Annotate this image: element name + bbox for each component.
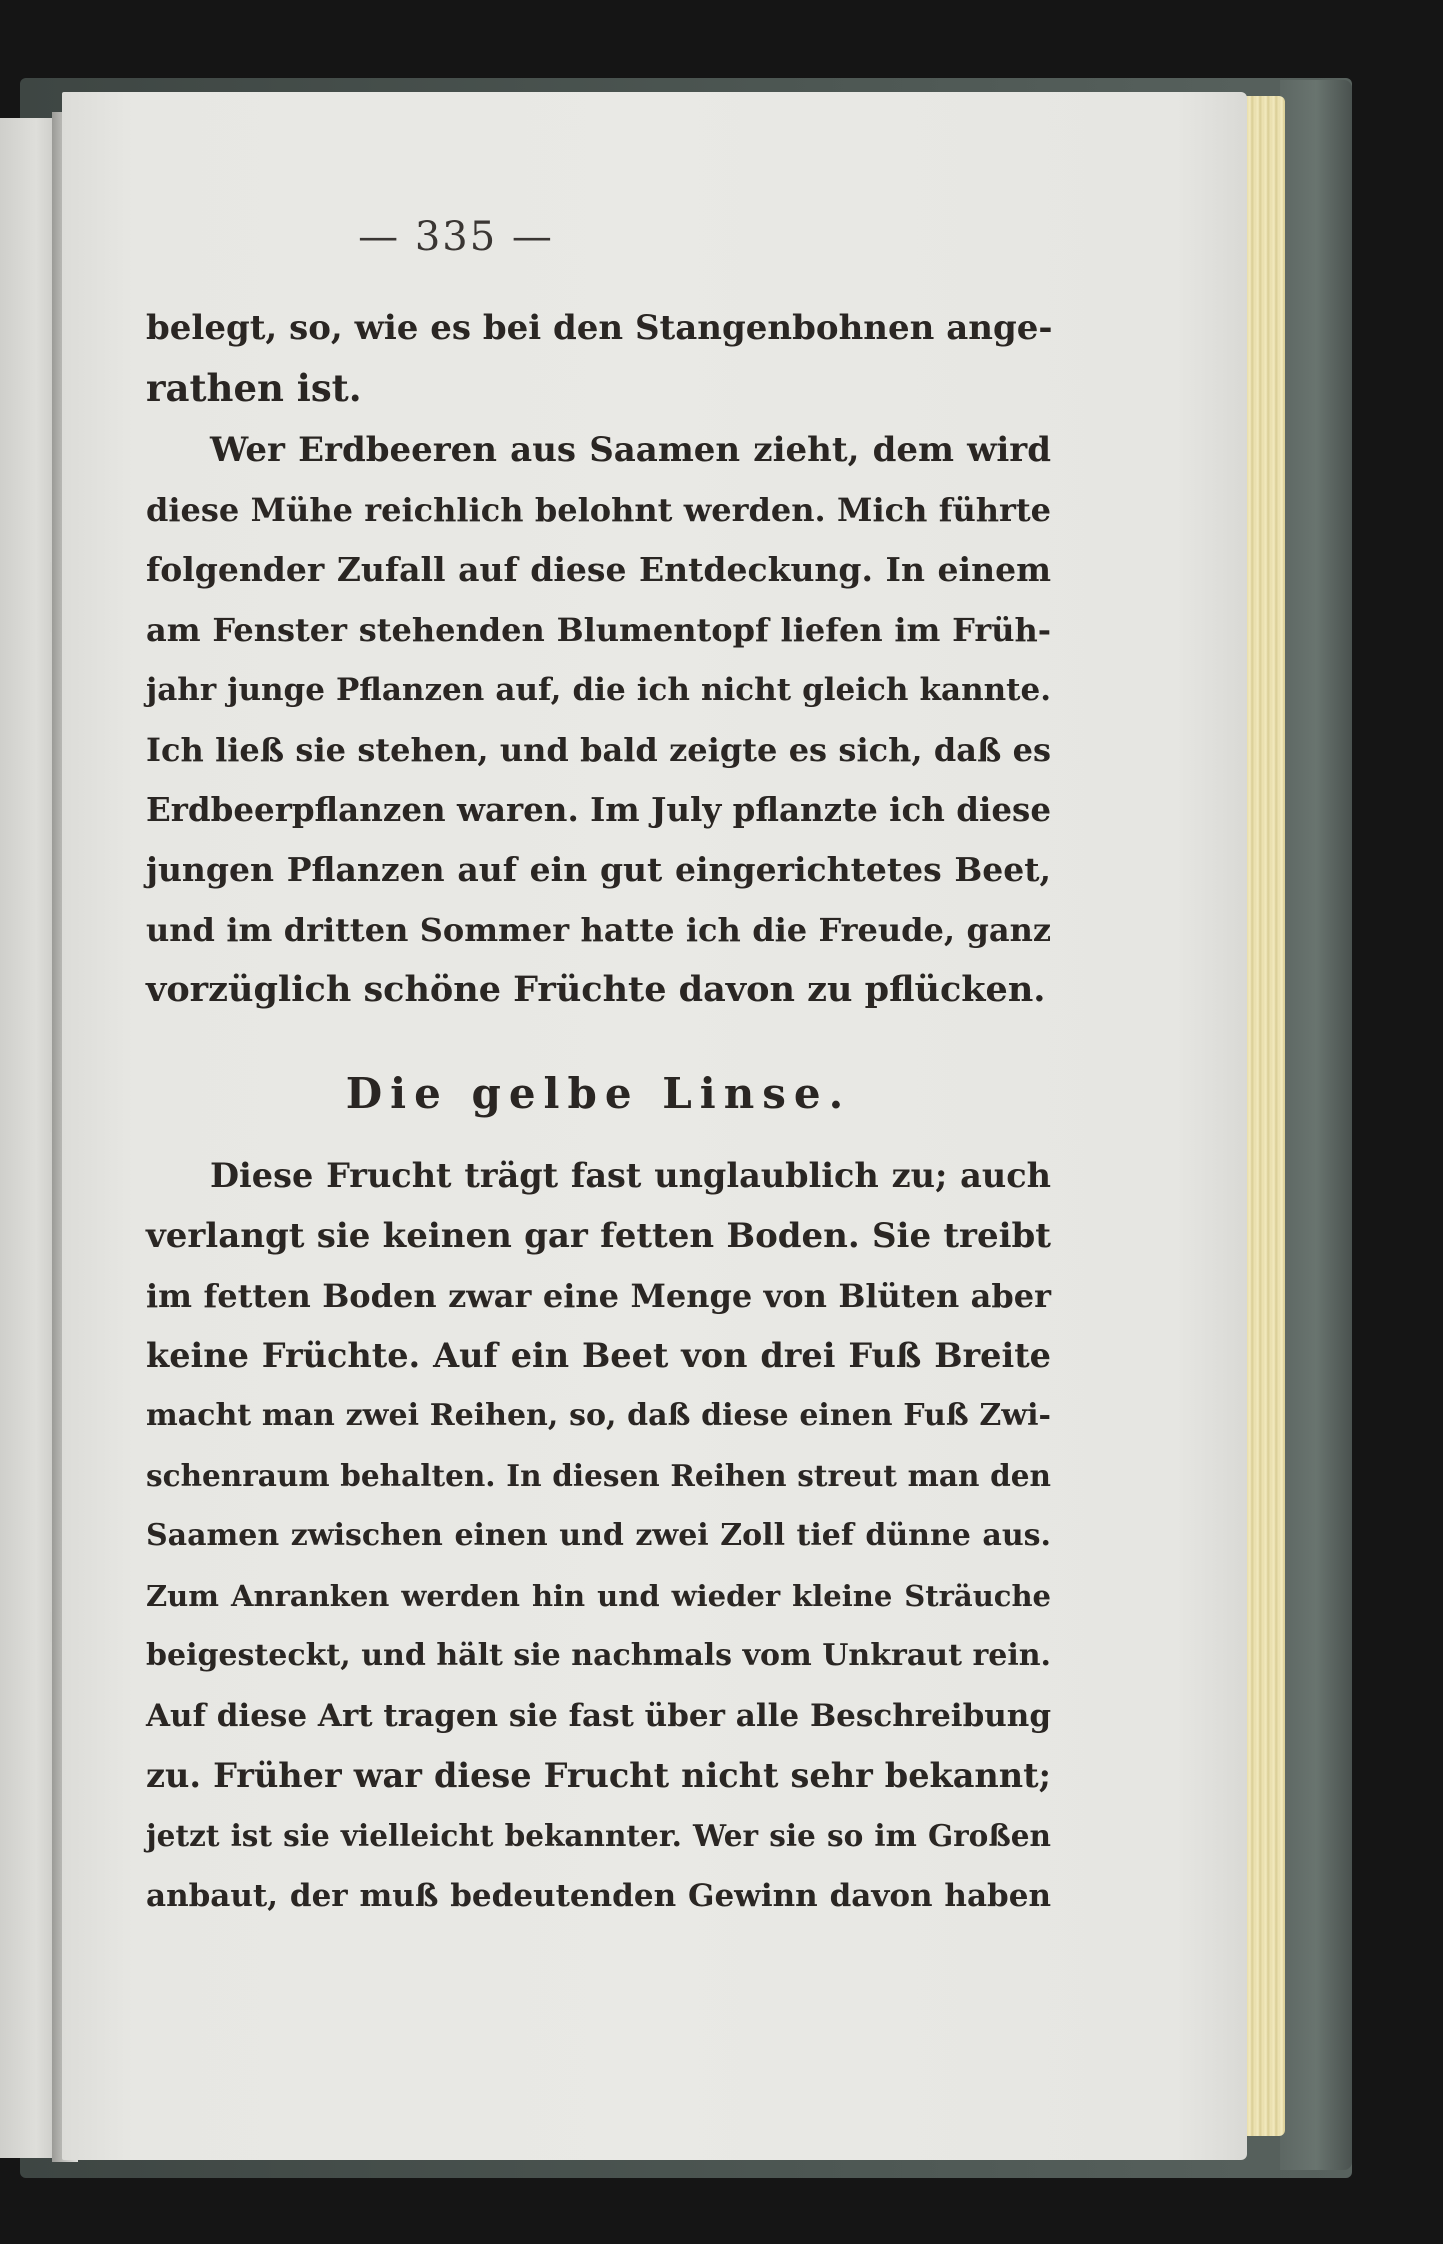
left-facing-page <box>0 118 60 2158</box>
text-line: Ich ließ sie stehen, und bald zeigte es sich, daß es <box>146 731 1051 769</box>
text-line: jahr junge Pflanzen auf, die ich nicht gleich kannte. <box>146 672 1051 708</box>
text-line: Saamen zwischen einen und zwei Zoll tief dünne aus. <box>146 1518 1051 1553</box>
text-line: diese Mühe reichlich belohnt werden. Mich führte <box>146 491 1051 529</box>
text-line: Diese Frucht trägt fast unglaublich zu; auch <box>210 1156 1051 1195</box>
text-line: im fetten Boden zwar eine Menge von Blüten aber <box>146 1277 1051 1315</box>
text-line: Auf diese Art tragen sie fast über alle Beschreibung <box>146 1698 1051 1734</box>
text-line: Erdbeerpflanzen waren. Im July pflanzte ich diese <box>146 790 1051 829</box>
text-line: folgender Zufall auf diese Entdeckung. In einem <box>146 550 1051 589</box>
page-mark <box>50 1612 52 1642</box>
text-line: verlangt sie keinen gar fetten Boden. Sie treibt <box>146 1216 1051 1256</box>
text-line: schenraum behalten. In diesen Reihen streut man den <box>146 1458 1051 1493</box>
text-line: vorzüglich schöne Früchte davon zu pflücken. <box>146 969 1046 1010</box>
text-line: am Fenster stehenden Blumentopf liefen im Früh- <box>146 611 1051 649</box>
text-line: belegt, so, wie es bei den Stangenbohnen ange- <box>146 308 1053 348</box>
text-line: beigesteckt, und hält sie nachmals vom Unkraut rein. <box>146 1638 1051 1673</box>
section-heading: Die gelbe Linse. <box>345 1069 852 1118</box>
text-line: anbaut, der muß bedeutenden Gewinn davon haben <box>146 1878 1051 1914</box>
page-number: — 335 — <box>358 214 554 260</box>
page-mark <box>50 1082 52 1132</box>
text-line: keine Früchte. Auf ein Beet von drei Fuß Breite <box>146 1336 1051 1375</box>
text-line: macht man zwei Reihen, so, daß diese einen Fuß Zwi- <box>146 1398 1051 1433</box>
text-line: Wer Erdbeeren aus Saamen zieht, dem wird <box>210 430 1051 470</box>
text-line: und im dritten Sommer hatte ich die Freude, ganz <box>146 911 1051 949</box>
text-line: Zum Anranken werden hin und wieder kleine Sträuche <box>146 1579 1051 1613</box>
cover-edge <box>1280 80 1352 2170</box>
text-line: jungen Pflanzen auf ein gut eingerichtetes Beet, <box>146 850 1051 889</box>
text-line: rathen ist. <box>146 366 362 410</box>
page-mark <box>50 562 52 632</box>
text-line: zu. Früher war diese Frucht nicht sehr bekannt; <box>146 1756 1051 1795</box>
text-line: jetzt ist sie vielleicht bekannter. Wer sie so im Großen <box>146 1818 1051 1853</box>
